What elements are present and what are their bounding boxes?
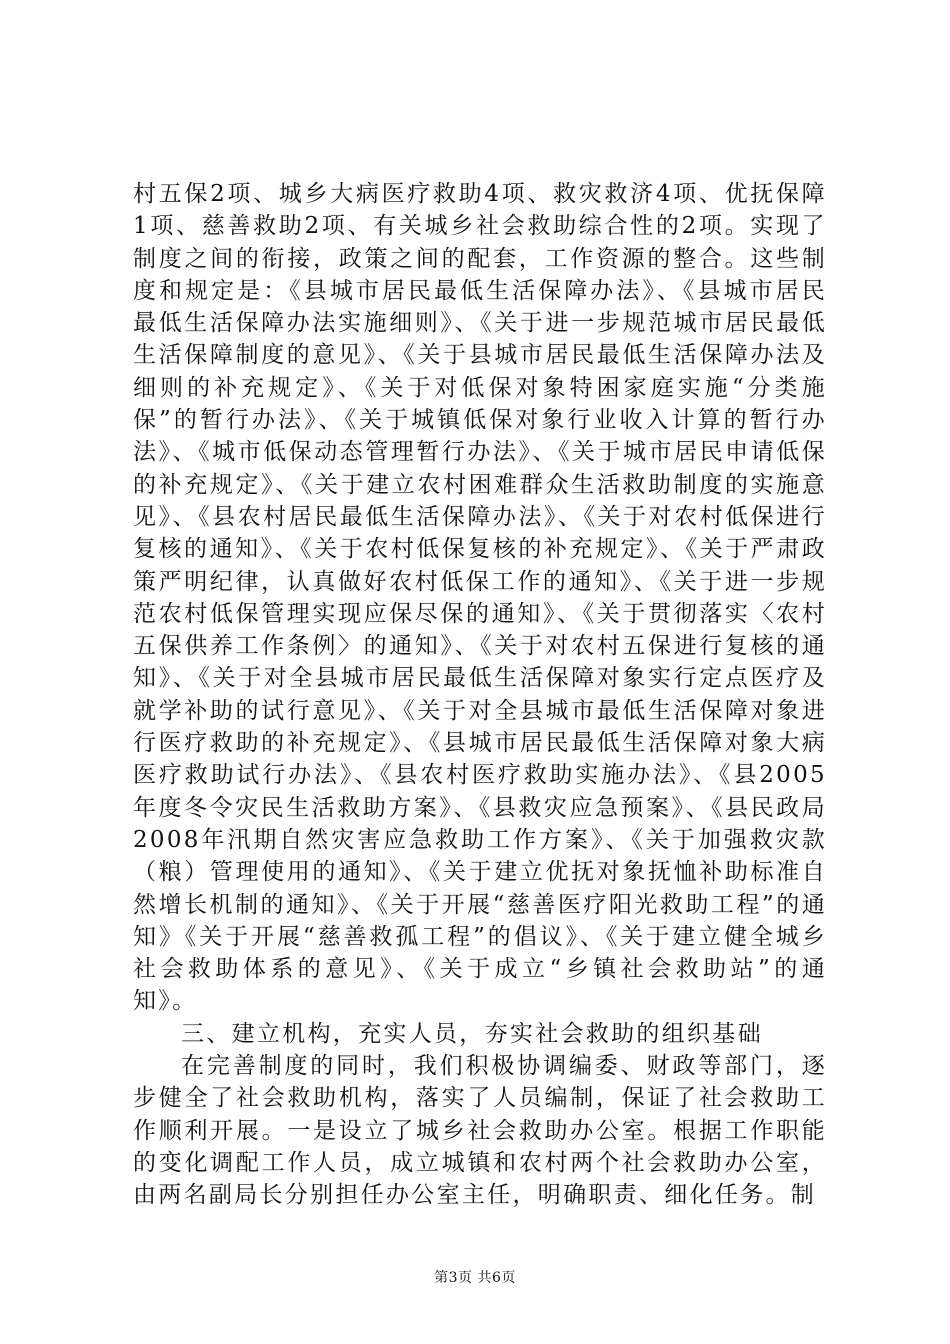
section-heading-three: 三、建立机构，充实人员，夯实社会救助的组织基础	[181, 1020, 763, 1047]
paragraph-organization: 在完善制度的同时，我们积极协调编委、财政等部门，逐步健全了社会救助机构，落实了人员编制，保证了社会救助工作顺利开展。一是设立了城乡社会救助办公室。根据工作职能的变化调配工作人员，成立城镇和农村两个社会救助办公室，由两名副局长分别担任办公室主任，明确职责、细化任务。制	[133, 1053, 827, 1209]
paragraph-regulations-list: 村五保2项、城乡大病医疗救助4项、救灾救济4项、优抚保障1项、慈善救助2项、有关城乡社会救助综合性的2项。实现了制度之间的衔接，政策之间的配套，工作资源的整合。这些制度和规定是：《县城市居民最低生活保障办法》、《县城市居民最低生活保障办法实施细则》、《关于进一步规范城市居民最低生活保障制度的意见》、《关于县城市居民最低生活保障办法及细则的补充规定》、《关于对低保对象特困家庭实施“分类施保”的暂行办法》、《关于城镇低保对象行业收入计算的暂行办法》、《城市低保动态管理暂行办法》、《关于城市居民申请低保的补充规定》、《关于建立农村困难群众生活救助制度的实施意见》、《县农村居民最低生活保障办法》、《关于对农村低保进行复核的通知》、《关于农村低保复核的补充规定》、《关于严肃政策严明纪律，认真做好农村低保工作的通知》、《关于进一步规范农村低保管理实现应保尽保的通知》、《关于贯彻落实〈农村五保供养工作条例〉的通知》、《关于对农村五保进行复核的通知》、《关于对全县城市居民最低生活保障对象实行定点医疗及就学补助的试行意见》、《关于对全县城市最低生活保障对象进行医疗救助的补充规定》、《县城市居民最低生活保障对象大病医疗救助试行办法》、《县农村医疗救助实施办法》、《县2005年度冬令灾民生活救助方案》、《县救灾应急预案》、《县民政局2008年汛期自然灾害应急救助工作方案》、《关于加强救灾款（粮）管理使用的通知》、《关于建立优抚对象抚恤补助标准自然增长机制的通知》、《关于开展“慈善医疗阳光救助工程”的通知》《关于开展“慈善救孤工程”的倡议》、《关于建立健全城乡社会救助体系的意见》、《关于成立“乡镇社会救助站”的通知》。	[133, 181, 827, 1015]
page-number-label: 第3页 共6页	[434, 1270, 516, 1286]
page-footer	[0, 1268, 950, 1288]
document-body	[133, 178, 827, 1212]
